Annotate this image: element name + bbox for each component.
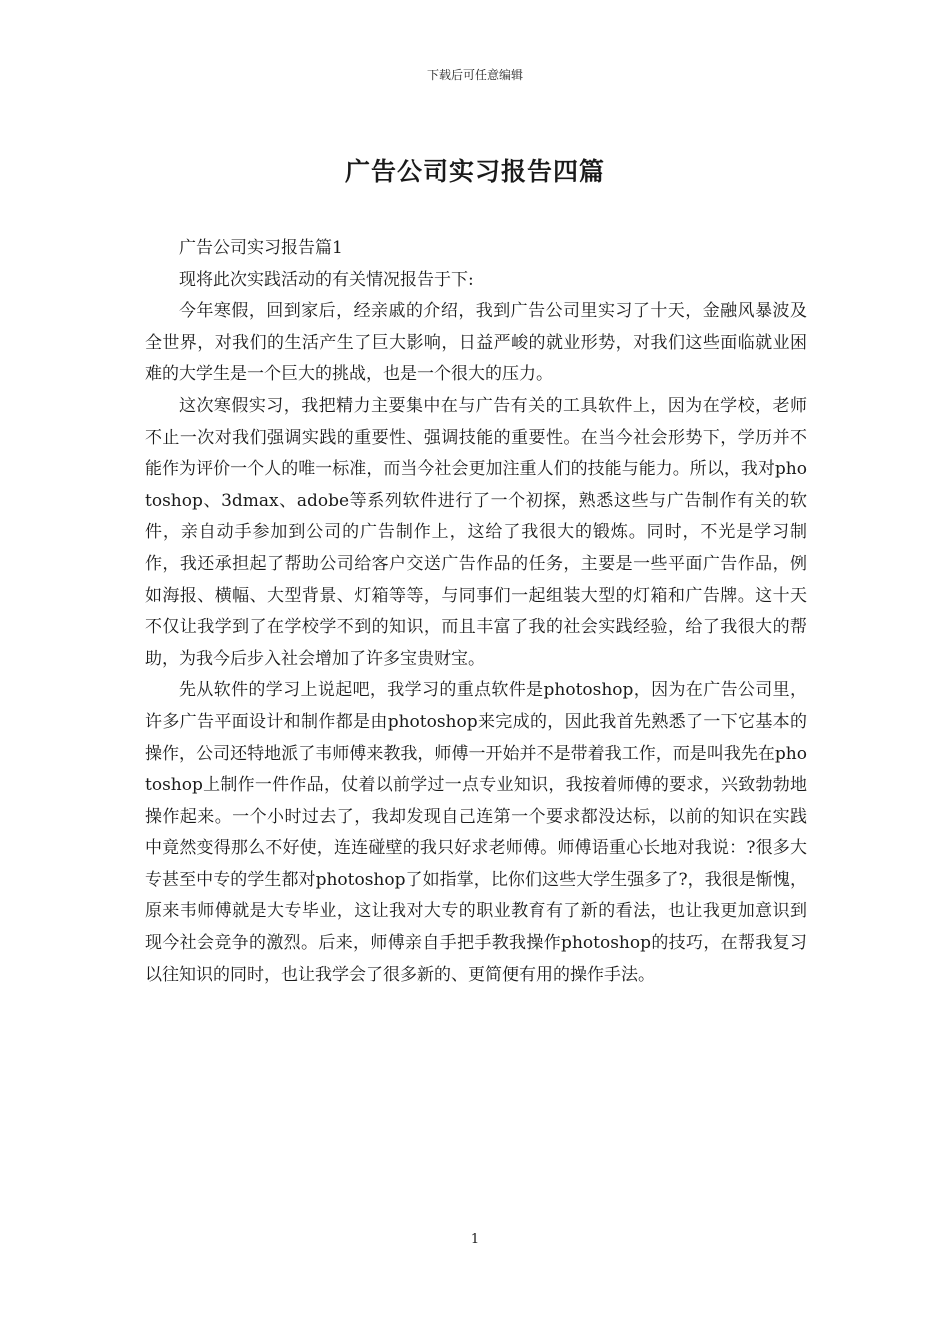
page-number: 1 [470, 1232, 480, 1247]
document-title: 广告公司实习报告四篇 [344, 157, 605, 186]
document-body [145, 233, 807, 991]
section-heading: 广告公司实习报告篇1 [179, 238, 343, 258]
body-paragraph: 现将此次实践活动的有关情况报告于下: [179, 269, 474, 290]
body-paragraph: 先从软件的学习上说起吧，我学习的重点软件是photoshop，因为在广告公司里，许多广告平面设计和制作都是由photoshop来完成的，因此我首先熟悉了一下它基本的操作，公司还特地派了韦师傅来教我，师傅一开始并不是带着我工作，而是叫我先在photoshop上制作一件作品，仗着以前学过一点专业知识，我按着师傅的要求，兴致勃勃地操作起来。一个小时过去了，我却发现自己连第一个要求都没达标，以前的知识在实践中竟然变得那么不好使，连连碰壁的我只好求老师傅。师傅语重心长地对我说：?很多大专甚至中专的学生都对photoshop了如指掌，比你们这些大学生强多了?，我很是惭愧，原来韦师傅就是大专毕业，这让我对大专的职业教育有了新的看法，也让我更加意识到现今社会竞争的激烈。后来，师傅亲自手把手教我操作photoshop的技巧，在帮我复习以往知识的同时，也让我学会了很多新的、更简便有用的操作手法。 [145, 680, 807, 985]
page-header-note: 下载后可任意编辑 [426, 68, 523, 82]
body-paragraph: 今年寒假，回到家后，经亲戚的介绍，我到广告公司里实习了十天，金融风暴波及全世界，对我们的生活产生了巨大影响，日益严峻的就业形势，对我们这些面临就业困难的大学生是一个巨大的挑战，也是一个很大的压力。 [145, 301, 807, 385]
body-paragraph: 这次寒假实习，我把精力主要集中在与广告有关的工具软件上，因为在学校，老师不止一次对我们强调实践的重要性、强调技能的重要性。在当今社会形势下，学历并不能作为评价一个人的唯一标准，而当今社会更加注重人们的技能与能力。所以，我对photoshop、3dmax、adobe等系列软件进行了一个初探，熟悉这些与广告制作有关的软件，亲自动手参加到公司的广告制作上，这给了我很大的锻炼。同时，不光是学习制作，我还承担起了帮助公司给客户交送广告作品的任务，主要是一些平面广告作品，例如海报、横幅、大型背景、灯箱等等，与同事们一起组装大型的灯箱和广告牌。这十天不仅让我学到了在学校学不到的知识，而且丰富了我的社会实践经验，给了我很大的帮助，为我今后步入社会增加了许多宝贵财宝。 [145, 395, 807, 669]
